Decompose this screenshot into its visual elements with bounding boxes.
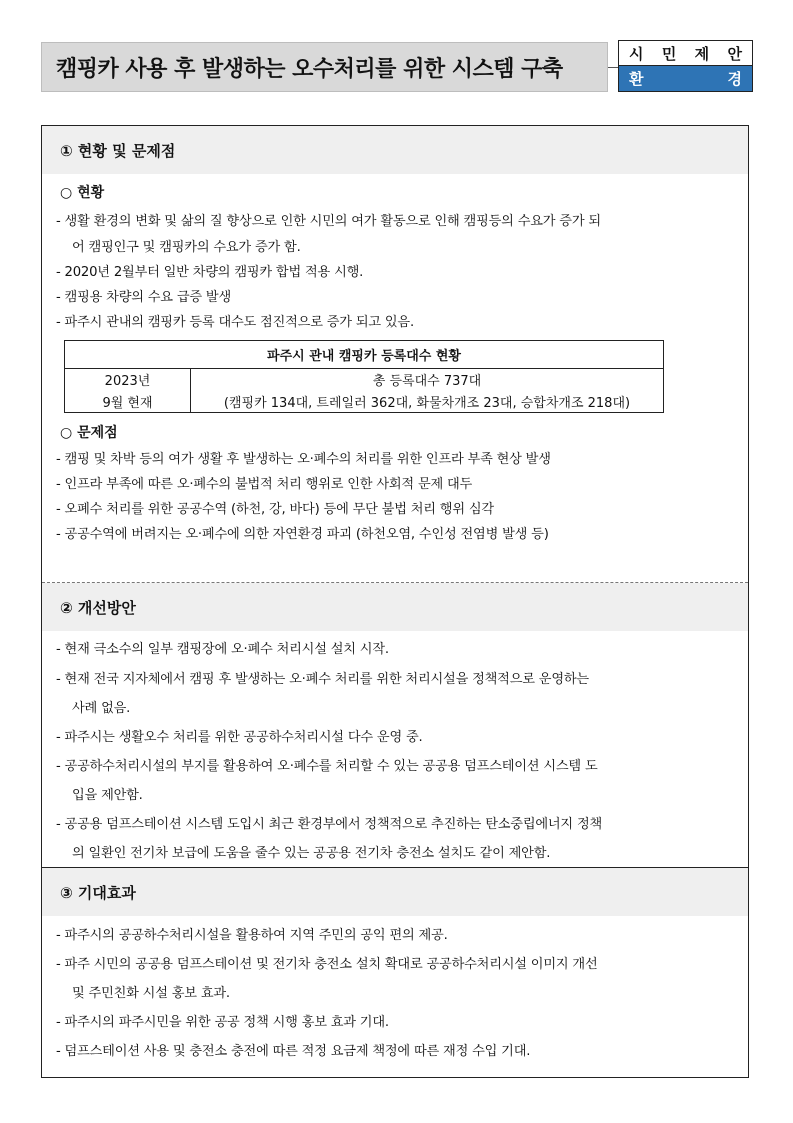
status-line: - 생활 환경의 변화 및 삶의 질 향상으로 인한 시민의 여가 활동으로 인해 캠핑등의 수요가 증가 되 — [56, 214, 601, 229]
table-date-cell: 9월 현재 — [65, 391, 191, 413]
effect-line: - 덤프스테이션 사용 및 충전소 충전에 따른 적정 요금제 책정에 따른 재정 수입 기대. — [56, 1044, 531, 1059]
section3-heading — [42, 868, 748, 916]
status-line: - 파주시 관내의 캠핑카 등록 대수도 점진적으로 증가 되고 있음. — [56, 315, 414, 330]
table-detail-cell: (캠핑카 134대, 트레일러 362대, 화물차개조 23대, 승합차개조 218대) — [191, 391, 664, 413]
tag-char: 제 — [694, 44, 710, 63]
problem-line: - 인프라 부족에 따른 오·폐수의 불법적 처리 행위로 인한 사회적 문제 대두 — [56, 477, 473, 492]
status-line: - 2020년 2월부터 일반 차량의 캠핑카 합법 적용 시행. — [56, 265, 364, 280]
effect-line: - 파주시의 파주시민을 위한 공공 정책 시행 홍보 효과 기대. — [56, 1015, 389, 1030]
improvement-line: 사례 없음. — [72, 701, 131, 716]
section1-heading-text: ① 현황 및 문제점 — [60, 141, 176, 160]
tag-char: 경 — [727, 70, 742, 88]
registration-table — [64, 340, 664, 413]
improvement-line: - 공공하수처리시설의 부지를 활용하여 오·폐수를 처리할 수 있는 공공용 덤프스테이션 시스템 도 — [56, 759, 598, 774]
title-connector-line — [608, 67, 618, 68]
problem-line: - 캠핑 및 차박 등의 여가 생활 후 발생하는 오·폐수의 처리를 위한 인프라 부족 현상 발생 — [56, 452, 551, 467]
section2-heading-text: ② 개선방안 — [60, 598, 136, 617]
tag-citizen-proposal — [619, 41, 752, 66]
document-title — [41, 42, 608, 92]
tag-char: 시 — [629, 44, 644, 63]
title-text: 캠핑카 사용 후 발생하는 오수처리를 위한 시스템 구축 — [56, 56, 563, 82]
improvement-line: - 공공용 덤프스테이션 시스템 도입시 최근 환경부에서 정책적으로 추진하는 탄소중립에너지 정책 — [56, 817, 603, 832]
problem-heading: ○ 문제점 — [60, 425, 118, 441]
section3-heading-text: ③ 기대효과 — [60, 883, 136, 902]
proposal-frame — [41, 125, 749, 1078]
table-header: 파주시 관내 캠핑카 등록대수 현황 — [65, 341, 664, 369]
status-line: - 캠핑용 차량의 수요 급증 발생 — [56, 290, 231, 305]
category-tag — [618, 40, 753, 92]
status-heading: ○ 현황 — [60, 185, 105, 201]
section1-heading — [42, 126, 748, 174]
improvement-line: 의 일환인 전기차 보급에 도움을 줄수 있는 공공용 전기차 충전소 설치도 같이 제안함. — [72, 846, 551, 861]
tag-char: 안 — [727, 44, 742, 63]
table-total-cell: 총 등록대수 737대 — [191, 369, 664, 391]
section2-heading — [42, 583, 748, 631]
tag-char: 환 — [629, 70, 644, 88]
improvement-line: - 현재 전국 지자체에서 캠핑 후 발생하는 오·폐수 처리를 위한 처리시설을 정책적으로 운영하는 — [56, 672, 589, 687]
improvement-line: - 파주시는 생활오수 처리를 위한 공공하수처리시설 다수 운영 중. — [56, 730, 423, 745]
effect-line: - 파주 시민의 공공용 덤프스테이션 및 전기차 충전소 설치 확대로 공공하수처리시설 이미지 개선 — [56, 957, 598, 972]
effect-line: 및 주민친화 시설 홍보 효과. — [72, 986, 230, 1001]
tag-char: 민 — [661, 44, 677, 63]
problem-line: - 오폐수 처리를 위한 공공수역 (하천, 강, 바다) 등에 무단 불법 처리 행위 심각 — [56, 502, 494, 517]
improvement-line: - 현재 극소수의 일부 캠핑장에 오·폐수 처리시설 설치 시작. — [56, 642, 389, 657]
improvement-line: 입을 제안함. — [72, 788, 143, 803]
status-line: 어 캠핑인구 및 캠핑카의 수요가 증가 함. — [72, 240, 301, 255]
table-date-cell: 2023년 — [65, 369, 191, 391]
tag-environment — [619, 66, 752, 91]
effect-line: - 파주시의 공공하수처리시설을 활용하여 지역 주민의 공익 편의 제공. — [56, 928, 448, 943]
problem-line: - 공공수역에 버려지는 오·폐수에 의한 자연환경 파괴 (하천오염, 수인성 전염병 발생 등) — [56, 527, 549, 542]
